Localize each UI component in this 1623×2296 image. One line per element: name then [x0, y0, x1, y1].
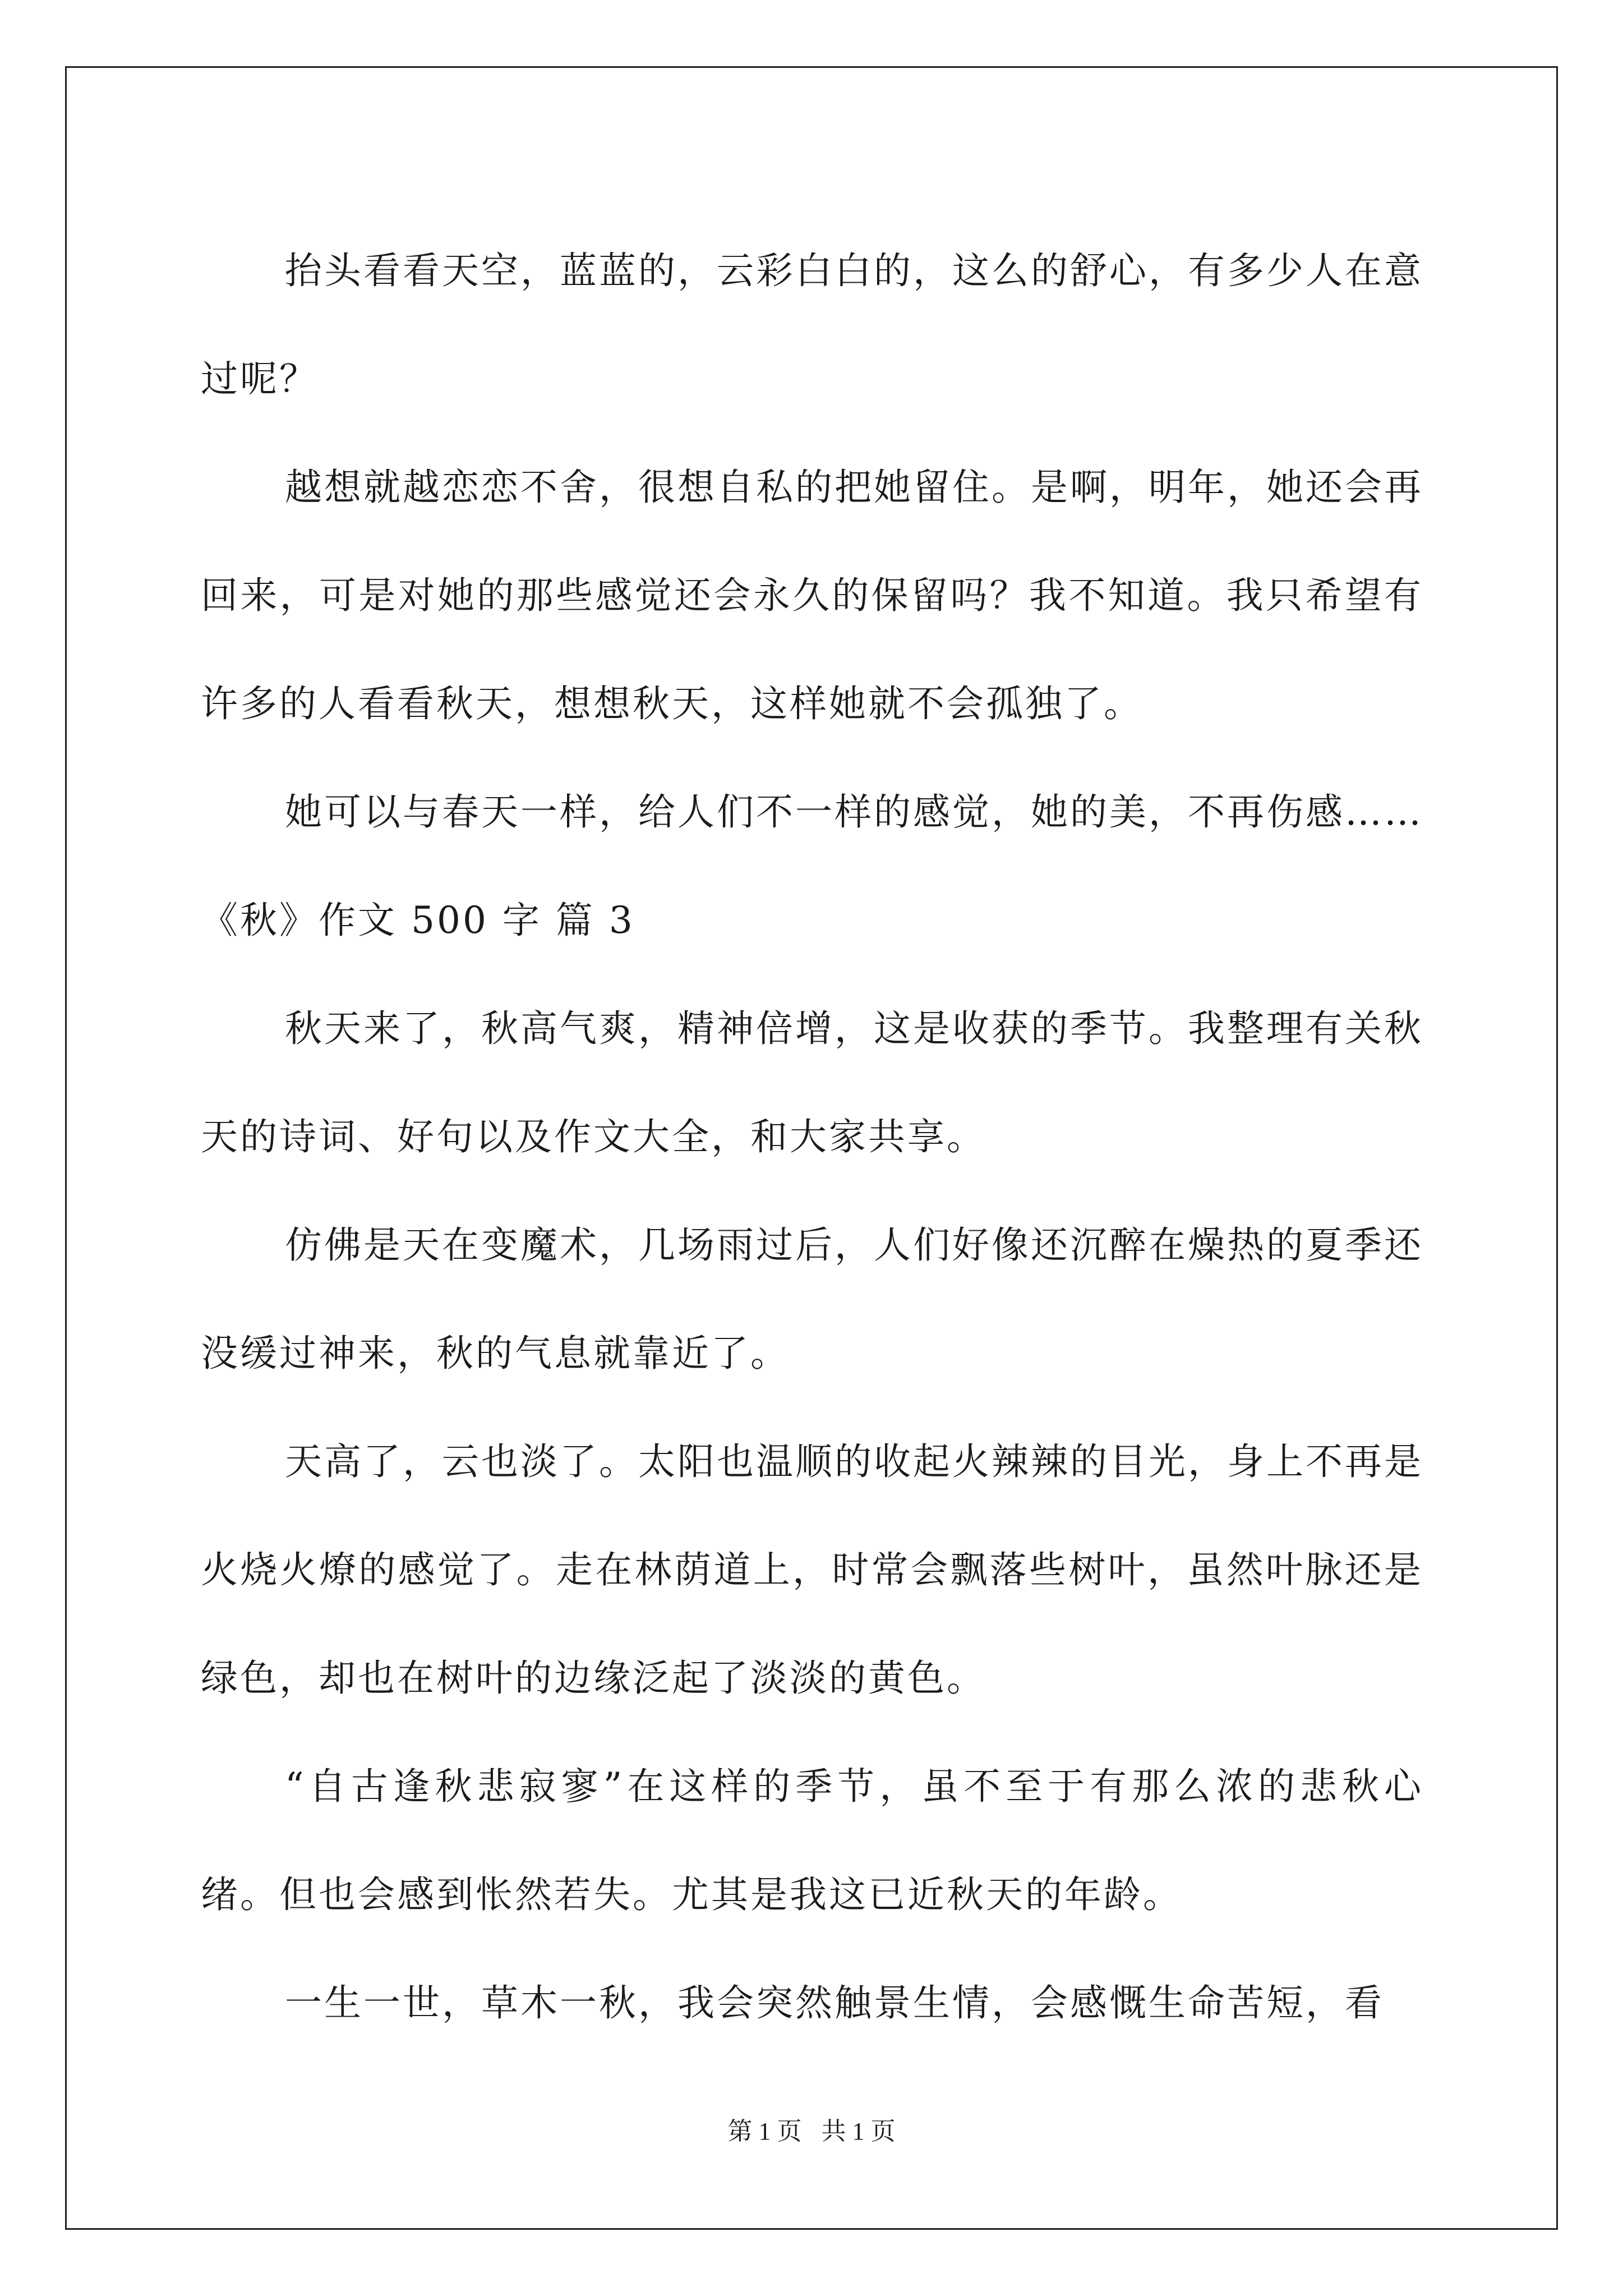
paragraph: 仿佛是天在变魔术，几场雨过后，人们好像还沉醉在燥热的夏季还没缓过神来，秋的气息就靠近了。 — [201, 1223, 1423, 1375]
paragraph: 她可以与春天一样，给人们不一样的感觉，她的美，不再伤感…… — [285, 790, 1423, 834]
page-footer — [0, 2116, 1623, 2147]
document-body — [201, 217, 1423, 2057]
paragraph: 越想就越恋恋不舍，很想自私的把她留住。是啊，明年，她还会再回来，可是对她的那些感觉还会永久的保留吗？我不知道。我只希望有许多的人看看秋天，想想秋天，这样她就不会孤独了。 — [201, 466, 1423, 725]
paragraph: 抬头看看天空，蓝蓝的，云彩白白的，这么的舒心，有多少人在意过呢？ — [201, 249, 1423, 401]
page-number: 第 1 页 — [727, 2118, 802, 2145]
paragraph: “自古逢秋悲寂寥”在这样的季节，虽不至于有那么浓的悲秋心绪。但也会感到怅然若失。尤其是我这已近秋天的年龄。 — [201, 1765, 1423, 1916]
paragraph: 一生一世，草木一秋，我会突然触景生情，会感慨生命苦短，看 — [285, 1981, 1384, 2024]
paragraph: 秋天来了，秋高气爽，精神倍增，这是收获的季节。我整理有关秋天的诗词、好句以及作文大全，和大家共享。 — [201, 1007, 1423, 1158]
section-heading: 《秋》作文 500 字 篇 3 — [201, 899, 635, 942]
paragraph: 天高了，云也淡了。太阳也温顺的收起火辣辣的目光，身上不再是火烧火燎的感觉了。走在林荫道上，时常会飘落些树叶，虽然叶脉还是绿色，却也在树叶的边缘泛起了淡淡的黄色。 — [201, 1440, 1423, 1700]
page-total: 共 1 页 — [821, 2118, 896, 2145]
